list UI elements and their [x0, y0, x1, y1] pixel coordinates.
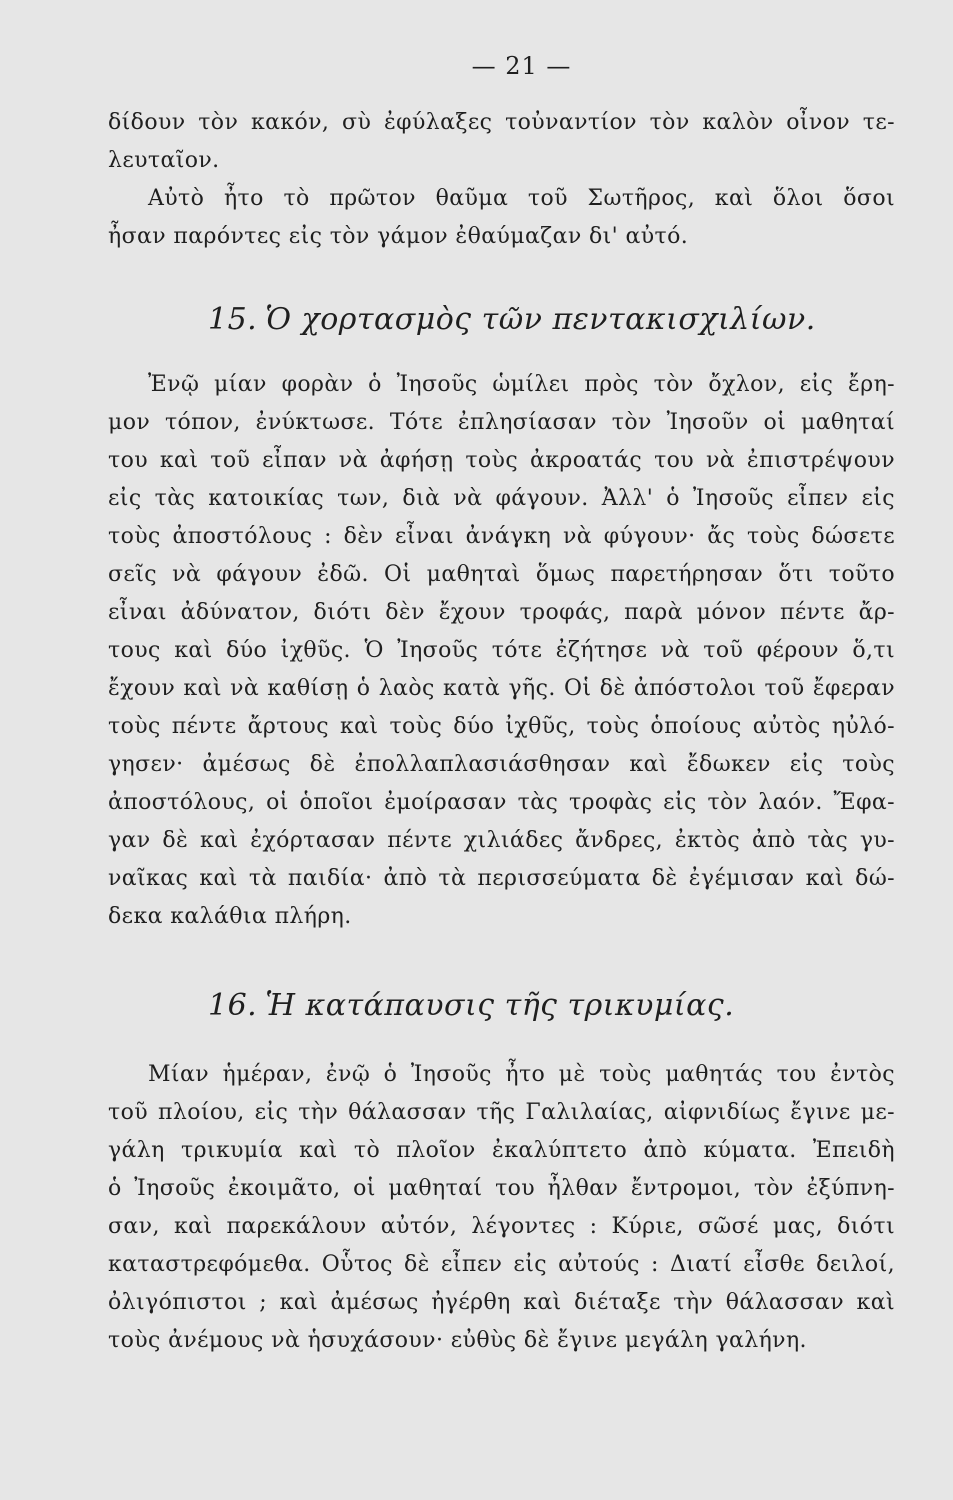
text-line: δίδουν τὸν κακόν, σὺ ἐφύλαξες τοὐναντίον τὸν καλὸν οἶνον τε- — [108, 110, 895, 135]
section-15-heading — [108, 300, 895, 340]
text-line: ναῖκας καὶ τὰ παιδία· ἀπὸ τὰ περισσεύματα δὲ ἐγέμισαν καὶ δώ- — [108, 866, 895, 891]
text-line: ὁ Ἰησοῦς ἐκοιμᾶτο, οἱ μαθηταί του ἦλθαν ἔντρομοι, τὸν ἐξύπνη- — [108, 1176, 895, 1201]
section-15-number: 15. — [208, 302, 258, 337]
text-line: ἔχουν καὶ νὰ καθίσῃ ὁ λαὸς κατὰ γῆς. Οἱ δὲ ἀπόστολοι τοῦ ἔφεραν — [108, 676, 895, 701]
text-line: δεκα καλάθια πλήρη. — [108, 904, 352, 929]
text-line: τους καὶ δύο ἰχθῦς. Ὁ Ἰησοῦς τότε ἐζήτησε νὰ τοῦ φέρουν ὅ,τι — [108, 638, 895, 663]
text-line: σεῖς νὰ φάγουν ἐδῶ. Οἱ μαθηταὶ ὅμως παρετήρησαν ὅτι τοῦτο — [108, 562, 895, 587]
text-line: Μίαν ἡμέραν, ἐνῷ ὁ Ἰησοῦς ἦτο μὲ τοὺς μαθητάς του ἐντὸς — [148, 1062, 895, 1087]
text-line: ὀλιγόπιστοι ; καὶ ἀμέσως ἠγέρθη καὶ διέταξε τὴν θάλασσαν καὶ — [108, 1290, 895, 1315]
text-line: γαν δὲ καὶ ἐχόρτασαν πέντε χιλιάδες ἄνδρες, ἐκτὸς ἀπὸ τὰς γυ- — [108, 828, 895, 853]
text-line: γησεν· ἀμέσως δὲ ἐπολλαπλασιάσθησαν καὶ ἔδωκεν εἰς τοὺς — [108, 752, 895, 777]
section-16-body — [108, 1056, 895, 1360]
text-line: τοὺς ἀποστόλους : δὲν εἶναι ἀνάγκη νὰ φύγουν· ἄς τοὺς δώσετε — [108, 524, 895, 549]
text-line: λευταῖον. — [108, 148, 220, 173]
section-15-title: Ὁ χορτασμὸς τῶν πεντακισχιλίων. — [265, 302, 816, 337]
section-15-body — [108, 366, 895, 936]
section-16-title: Ἡ κατάπαυσις τῆς τρικυμίας. — [265, 988, 735, 1023]
text-line: εἰς τὰς κατοικίας των, διὰ νὰ φάγουν. Ἀλλ' ὁ Ἰησοῦς εἶπεν εἰς — [108, 486, 895, 511]
text-line: τοὺς ἀνέμους νὰ ἡσυχάσουν· εὐθὺς δὲ ἔγινε μεγάλη γαλήνη. — [108, 1328, 807, 1353]
intro-paragraph — [108, 104, 895, 180]
text-line: εἶναι ἀδύνατον, διότι δὲν ἔχουν τροφάς, παρὰ μόνον πέντε ἄρ- — [108, 600, 895, 625]
text-line: μον τόπον, ἐνύκτωσε. Τότε ἐπλησίασαν τὸν Ἰησοῦν οἱ μαθηταί — [108, 410, 895, 435]
text-line: ἀποστόλους, οἱ ὁποῖοι ἐμοίρασαν τὰς τροφὰς εἰς τὸν λαόν. Ἔφα- — [108, 790, 895, 815]
text-line: Ἐνῷ μίαν φορὰν ὁ Ἰησοῦς ὡμίλει πρὸς τὸν ὄχλον, εἰς ἔρη- — [148, 372, 895, 397]
section-16-number: 16. — [208, 988, 258, 1023]
text-line: σαν, καὶ παρεκάλουν αὐτόν, λέγοντες : Κύριε, σῶσέ μας, διότι — [108, 1214, 895, 1239]
text-line: καταστρεφόμεθα. Οὗτος δὲ εἶπεν εἰς αὐτούς : Διατί εἶσθε δειλοί, — [108, 1252, 895, 1277]
text-line: Αὐτὸ ἦτο τὸ πρῶτον θαῦμα τοῦ Σωτῆρος, καὶ ὅλοι ὅσοι — [148, 186, 895, 211]
text-line: γάλη τρικυμία καὶ τὸ πλοῖον ἐκαλύπτετο ἀπὸ κύματα. Ἐπειδὴ — [108, 1138, 895, 1163]
text-line: του καὶ τοῦ εἶπαν νὰ ἀφήσῃ τοὺς ἀκροατάς του νὰ ἐπιστρέψουν — [108, 448, 895, 473]
text-line: ἦσαν παρόντες εἰς τὸν γάμον ἐθαύμαζαν δι' αὐτό. — [108, 224, 689, 249]
text-line: τοὺς πέντε ἄρτους καὶ τοὺς δύο ἰχθῦς, τοὺς ὁποίους αὐτὸς ηὐλό- — [108, 714, 895, 739]
text-line: τοῦ πλοίου, εἰς τὴν θάλασσαν τῆς Γαλιλαίας, αἰφνιδίως ἔγινε με- — [108, 1100, 895, 1125]
section-16-heading — [108, 986, 895, 1026]
intro-paragraph-2 — [108, 180, 895, 256]
page-number: — 21 — — [471, 52, 572, 80]
